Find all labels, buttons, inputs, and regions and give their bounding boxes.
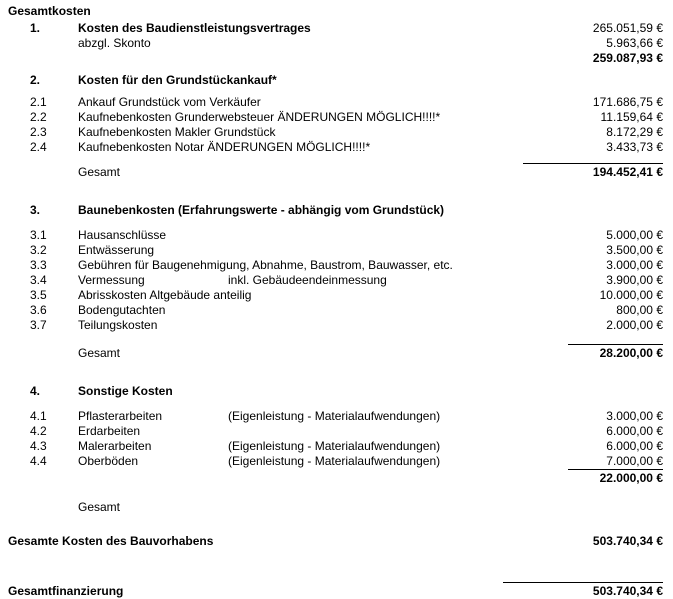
table-row [8,125,663,140]
financing-total-row [8,582,663,599]
item-value: 10.000,00 € [599,288,663,302]
section-number: 2. [30,73,41,87]
table-row [8,95,663,110]
section-total-value [513,469,663,486]
table-row [8,439,663,454]
grand-total-label: Gesamte Kosten des Bauvorhabens [8,534,214,548]
table-row [8,303,663,318]
section-total-value [513,163,663,180]
item-number: 3.7 [30,318,47,332]
item-label: Kaufnebenkosten Makler Grundstück [78,125,276,139]
item-note: (Eigenleistung - Materialaufwendungen) [228,409,441,423]
item-value: 7.000,00 € [606,454,663,468]
item-value: 6.000,00 € [606,424,663,438]
grand-total-row [8,534,663,549]
page-title: Gesamtkosten [8,4,91,18]
table-row [8,424,663,439]
table-row [8,36,663,51]
item-label: Ankauf Grundstück vom Verkäufer [78,95,261,109]
item-number: 3.3 [30,258,47,272]
item-number: 3.5 [30,288,47,302]
item-number: 3.4 [30,273,47,287]
total-rule: 503.740,34 € [503,582,663,599]
section-title: Baunebenkosten (Erfahrungswerte - abhängig vom Grundstück) [78,203,445,217]
item-number: 4.3 [30,439,47,453]
item-value: 3.000,00 € [606,409,663,423]
section-3-total-row [8,344,663,361]
section-number: 1. [30,21,41,35]
item-value: 3.000,00 € [606,258,663,272]
table-row [8,288,663,303]
item-value: 265.051,59 € [592,21,663,35]
item-number: 3.2 [30,243,47,257]
table-row [8,243,663,258]
section-number: 4. [30,384,41,398]
item-value: 2.000,00 € [606,318,663,332]
table-row [8,318,663,333]
item-label: Oberböden [78,454,139,468]
item-number: 3.6 [30,303,47,317]
item-value: 800,00 € [616,303,663,317]
table-row [8,273,663,288]
total-label: Gesamt [78,346,121,360]
item-note: inkl. Gebäudeendeinmessung [228,273,387,287]
total-rule: 194.452,41 € [523,163,663,180]
item-label: Pflasterarbeiten [78,409,163,423]
item-value: 3.433,73 € [606,140,663,154]
item-value: 3.900,00 € [606,273,663,287]
item-label: Malerarbeiten [78,439,152,453]
section-title: Sonstige Kosten [78,384,173,398]
table-row [8,110,663,125]
section-1-total-row [8,51,663,66]
item-value: 6.000,00 € [606,439,663,453]
section-total-value: 259.087,93 € [592,51,663,65]
item-note: (Eigenleistung - Materialaufwendungen) [228,454,441,468]
item-label: abzgl. Skonto [78,36,151,50]
item-number: 2.1 [30,95,47,109]
item-number: 4.4 [30,454,47,468]
item-number: 4.2 [30,424,47,438]
financing-value [503,582,663,599]
item-label: Bodengutachten [78,303,166,317]
total-label: Gesamt [78,500,121,514]
item-value: 3.500,00 € [606,243,663,257]
section-4-header-row [8,384,663,399]
item-label: Entwässerung [78,243,155,257]
section-1-header-row [8,21,663,36]
item-note: (Eigenleistung - Materialaufwendungen) [228,439,441,453]
item-value: 5.000,00 € [606,228,663,242]
table-row [8,409,663,424]
item-number: 2.2 [30,110,47,124]
item-label: Teilungskosten [78,318,158,332]
item-label: Kaufnebenkosten Grunderwebsteuer ÄNDERUNGEN MÖGLICH!!!!* [78,110,441,124]
grand-total-value: 503.740,34 € [592,534,663,548]
section-3-header-row [8,203,663,218]
page-title-row [8,4,663,19]
item-label: Kaufnebenkosten Notar ÄNDERUNGEN MÖGLICH!!!!* [78,140,371,154]
table-row [8,454,663,469]
item-number: 3.1 [30,228,47,242]
item-number: 2.3 [30,125,47,139]
table-row [8,140,663,155]
financing-label: Gesamtfinanzierung [8,584,124,598]
table-row [8,228,663,243]
section-title: Kosten des Baudienstleistungsvertrages [78,21,311,35]
item-number: 2.4 [30,140,47,154]
section-2-total-row [8,163,663,180]
section-4-total-row [8,469,663,486]
total-rule: 28.200,00 € [568,344,663,361]
item-value: 11.159,64 € [600,110,663,124]
total-label: Gesamt [78,165,121,179]
section-total-value [513,344,663,361]
item-value: 5.963,66 € [606,36,663,50]
item-value: 8.172,29 € [606,125,663,139]
item-number: 4.1 [30,409,47,423]
section-title: Kosten für den Grundstückankauf* [78,73,277,87]
total-rule: 22.000,00 € [568,469,663,486]
item-label: Abrisskosten Altgebäude anteilig [78,288,252,302]
section-number: 3. [30,203,41,217]
item-label: Erdarbeiten [78,424,141,438]
section-2-header-row [8,73,663,88]
item-label: Gebühren für Baugenehmigung, Abnahme, Baustrom, Bauwasser, etc. [78,258,453,272]
item-value: 171.686,75 € [592,95,663,109]
item-label: Vermessung [78,273,145,287]
table-row [8,258,663,273]
item-label: Hausanschlüsse [78,228,167,242]
section-4-total-label-row [8,500,663,515]
